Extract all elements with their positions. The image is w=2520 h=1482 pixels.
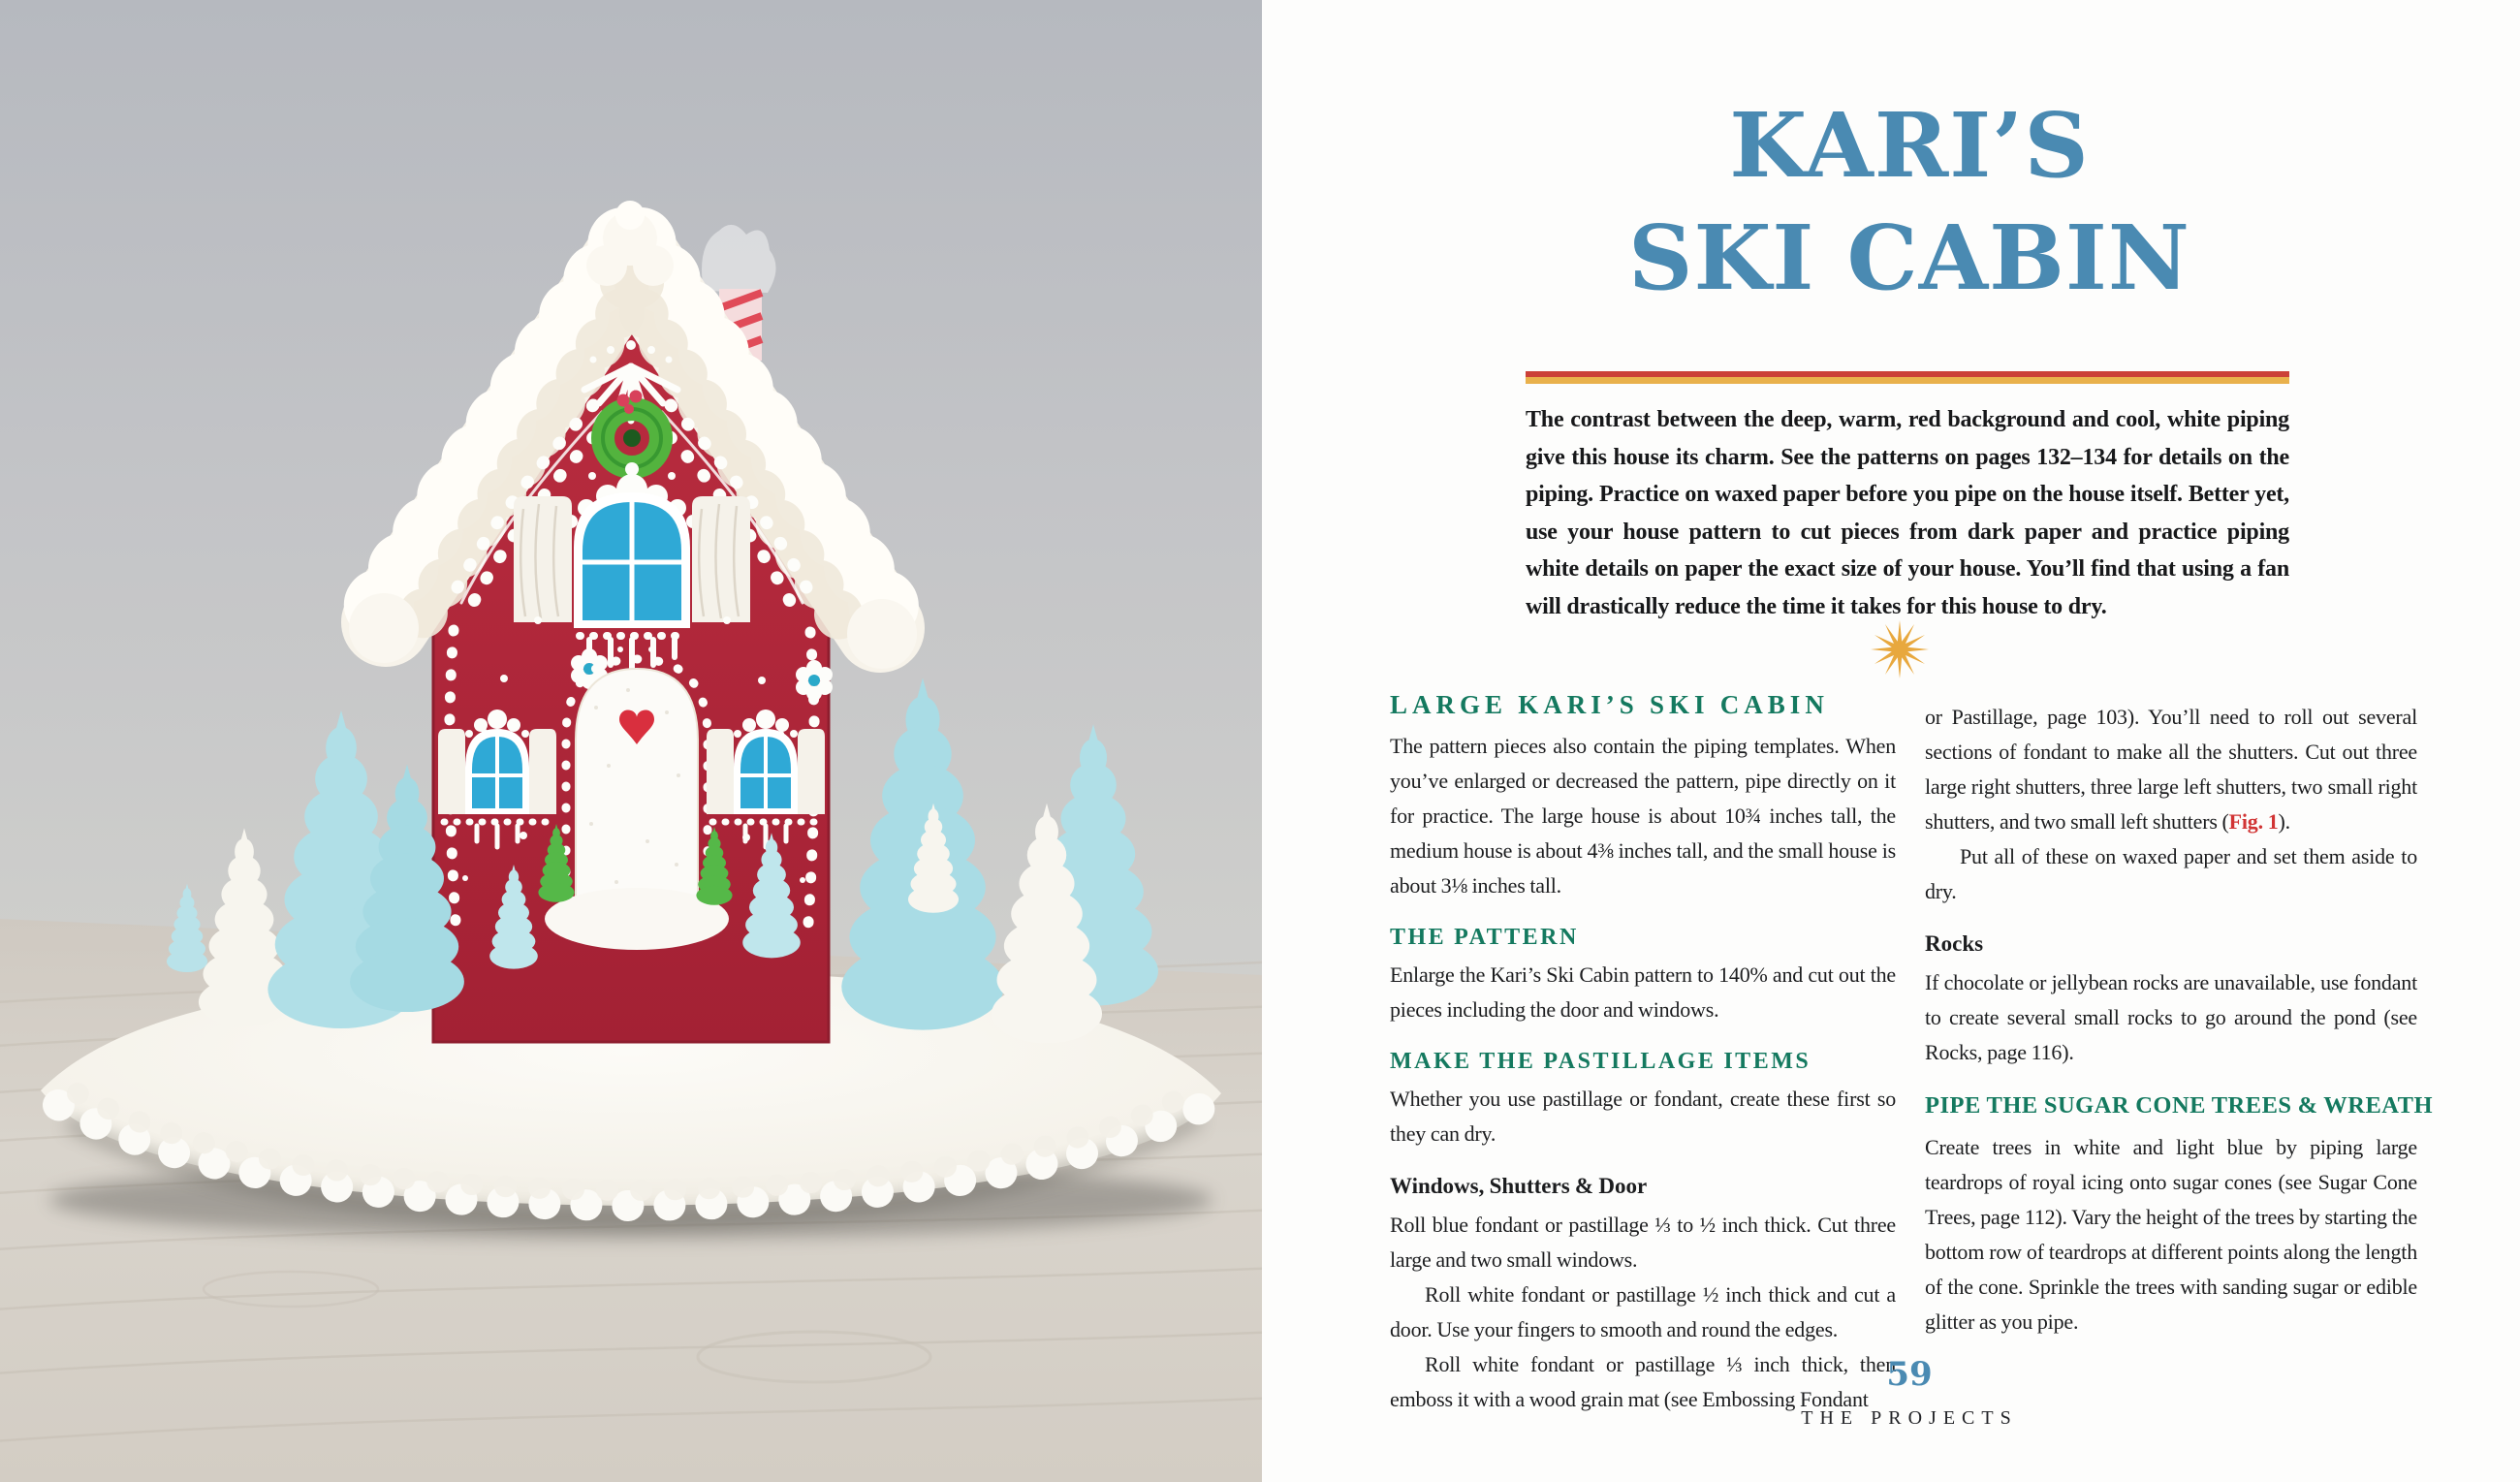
left-text-column	[1390, 688, 1896, 1417]
page-title-line1: KARI’S	[1729, 93, 2090, 198]
section-heading-large-cabin: LARGE KARI’S SKI CABIN	[1390, 690, 1829, 719]
door	[576, 669, 698, 903]
page-title	[1528, 89, 2291, 314]
subheading-rocks: Rocks	[1925, 931, 1984, 956]
section-heading-pattern: THE PATTERN	[1390, 925, 1579, 950]
pattern-paragraph: Enlarge the Kari’s Ski Cabin pattern to 140% and cut out the pieces including the door and windows.	[1390, 962, 1896, 1022]
divider-gold-rule	[1526, 377, 2289, 384]
footer-section-label: THE PROJECTS	[1801, 1407, 2018, 1429]
continuation-text-post: ).	[2278, 809, 2290, 834]
figure-reference: Fig. 1	[2228, 809, 2279, 834]
star-ornament-icon	[1871, 620, 1929, 678]
windows-paragraph-1: Roll blue fondant or pastillage ⅓ to ½ inch thick. Cut three large and two small windows.	[1390, 1213, 1896, 1272]
windows-paragraph-2: Roll white fondant or pastillage ½ inch thick and cut a door. Use your fingers to smooth and round the edges.	[1390, 1282, 1896, 1341]
windows-paragraph-3: Roll white fondant or pastillage ⅓ inch thick, then emboss it with a wood grain mat (see Embossing Fondant	[1390, 1352, 1896, 1411]
title-divider	[1526, 371, 2289, 384]
page-number: 59	[1886, 1355, 1933, 1394]
continuation-text-pre: or Pastillage, page 103). You’ll need to roll out several sections of fondant to make all the shutters. Cut out three large right shutters, three large left shutters, two small right shutters, and two small left shutters (	[1925, 705, 2417, 834]
pastillage-paragraph: Whether you use pastillage or fondant, create these first so they can dry.	[1390, 1087, 1896, 1146]
continuation-paragraph	[1925, 700, 2417, 839]
rocks-paragraph: If chocolate or jellybean rocks are unavailable, use fondant to create several small rocks to go around the pond (see Rocks, page 116).	[1925, 970, 2417, 1064]
section-heading-pastillage: MAKE THE PASTILLAGE ITEMS	[1390, 1049, 1811, 1074]
waxed-paper-paragraph: Put all of these on waxed paper and set them aside to dry.	[1925, 844, 2417, 903]
intro-paragraph: The contrast between the deep, warm, red background and cool, white piping give this house its charm. See the patterns on pages 132–134 for details on the piping. Practice on waxed paper before you pipe on the house itself. Better yet, use your house pattern to cut pieces from dark paper and practice piping white details on paper the exact size of your house. You’ll find that using a fan will drastically reduce the time it takes for this house to dry.	[1526, 407, 2289, 619]
trees-paragraph: Create trees in white and light blue by piping large teardrops of royal icing onto sugar cones (see Sugar Cone Trees, page 112). Vary the height of the trees by starting the bottom row of teardrops at different points along the length of the cone. Sprinkle the trees with sanding sugar or edible glitter as you pipe.	[1925, 1135, 2417, 1334]
large-cabin-paragraph: The pattern pieces also contain the piping templates. When you’ve enlarged or decreased the pattern, pipe directly on it for practice. The large house is about 10¾ inches tall, the medium house is about 4⅜ inches tall, and the small house is about 3⅛ inches tall.	[1390, 734, 1896, 898]
section-heading-pipe-trees: PIPE THE SUGAR CONE TREES & WREATH	[1925, 1092, 2434, 1119]
right-text-column	[1925, 700, 2434, 1340]
page-title-line2: SKI CABIN	[1628, 205, 2190, 310]
subheading-windows-shutters-door: Windows, Shutters & Door	[1390, 1174, 1648, 1198]
